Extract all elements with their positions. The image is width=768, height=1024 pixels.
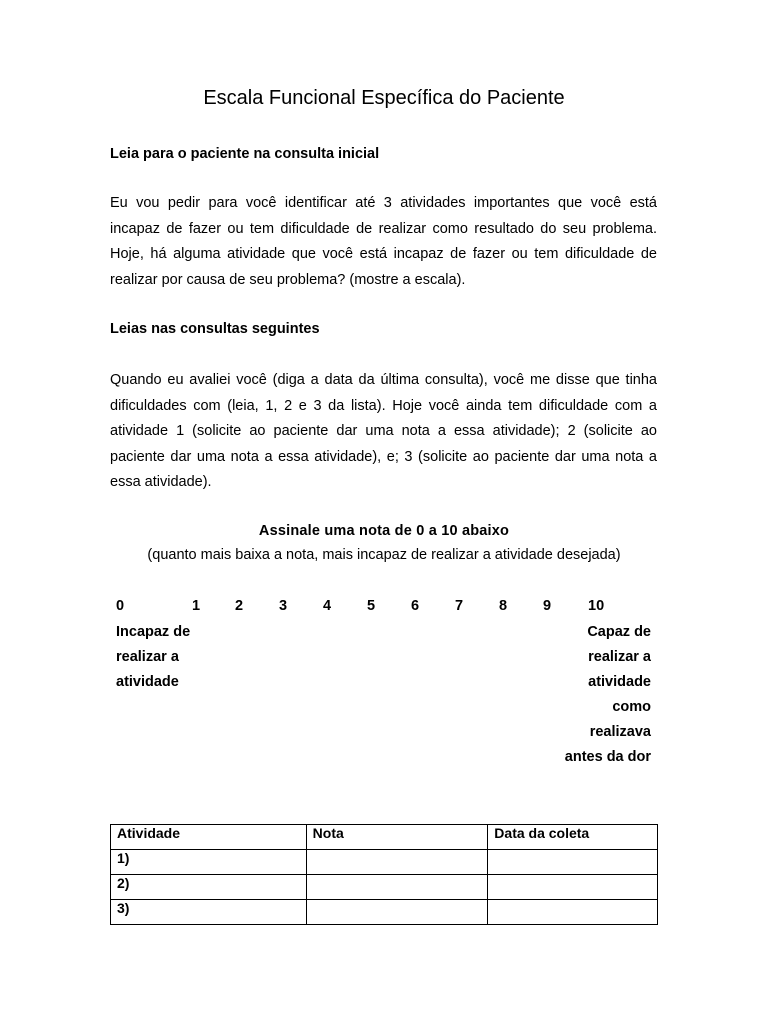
scale-left-label-line: atividade (116, 674, 179, 690)
scale-right-label-line: realizar a (588, 649, 651, 665)
scale-left-label (116, 620, 190, 695)
scale-number-8: 8 (499, 598, 508, 614)
activity-table (110, 824, 658, 925)
table-row (111, 900, 658, 925)
scale-left-label-line: realizar a (116, 649, 179, 665)
table-cell-atividade[interactable]: 3) (111, 900, 307, 925)
scale-number-1: 1 (192, 598, 201, 614)
scale-number-0: 0 (116, 598, 125, 614)
paragraph-followup: Quando eu avaliei você (diga a data da última consulta), você me disse que tinha dificuldades com (leia, 1, 2 e 3 da lista). Hoje você ainda tem dificuldade com a atividade 1 (solicite ao paciente dar uma nota a essa atividade); 2 (solicite ao paciente dar uma nota a essa atividade), e; 3 (solicite ao paciente dar uma nota a essa atividade). (110, 372, 657, 490)
scale-right-label-line: Capaz de (587, 624, 651, 640)
scale-number-9: 9 (543, 598, 552, 614)
scale-subinstruction: (quanto mais baixa a nota, mais incapaz de realizar a atividade desejada) (147, 547, 621, 563)
table-row (111, 850, 658, 875)
column-header-atividade: Atividade (111, 825, 307, 850)
scale-number-5: 5 (367, 598, 376, 614)
scale-right-label-line: realizava (589, 724, 651, 740)
scale-number-10: 10 (588, 598, 605, 614)
scale-instruction: Assinale uma nota de 0 a 10 abaixo (258, 523, 510, 539)
table-cell-nota[interactable] (306, 875, 488, 900)
table-cell-data[interactable] (488, 875, 658, 900)
table-row (111, 875, 658, 900)
scale-number-6: 6 (411, 598, 420, 614)
section-heading-initial: Leia para o paciente na consulta inicial (110, 146, 380, 162)
scale-number-2: 2 (235, 598, 244, 614)
scale-number-3: 3 (279, 598, 288, 614)
table-cell-data[interactable] (488, 900, 658, 925)
scale-right-label (565, 620, 651, 770)
table-cell-nota[interactable] (306, 900, 488, 925)
scale-left-label-line: Incapaz de (116, 624, 191, 640)
scale-right-label-line: antes da dor (564, 749, 651, 765)
table-cell-data[interactable] (488, 850, 658, 875)
paragraph-initial: Eu vou pedir para você identificar até 3 atividades importantes que você está incapaz de fazer ou tem dificuldade de realizar como resultado do seu problema. Hoje, há alguma atividade que você está incapaz de fazer ou tem dificuldade de realizar por causa de seu problema? (mostre a escala). (110, 195, 657, 288)
table-cell-atividade[interactable]: 1) (111, 850, 307, 875)
column-header-nota: Nota (306, 825, 488, 850)
scale-right-label-line: como (612, 699, 651, 715)
table-cell-nota[interactable] (306, 850, 488, 875)
table-header-row (111, 825, 658, 850)
section-heading-followup: Leias nas consultas seguintes (110, 321, 320, 337)
scale-number-7: 7 (455, 598, 464, 614)
scale-right-label-line: atividade (588, 674, 651, 690)
page-title: Escala Funcional Específica do Paciente (203, 87, 565, 109)
scale-number-4: 4 (323, 598, 332, 614)
table-cell-atividade[interactable]: 2) (111, 875, 307, 900)
column-header-data: Data da coleta (488, 825, 658, 850)
